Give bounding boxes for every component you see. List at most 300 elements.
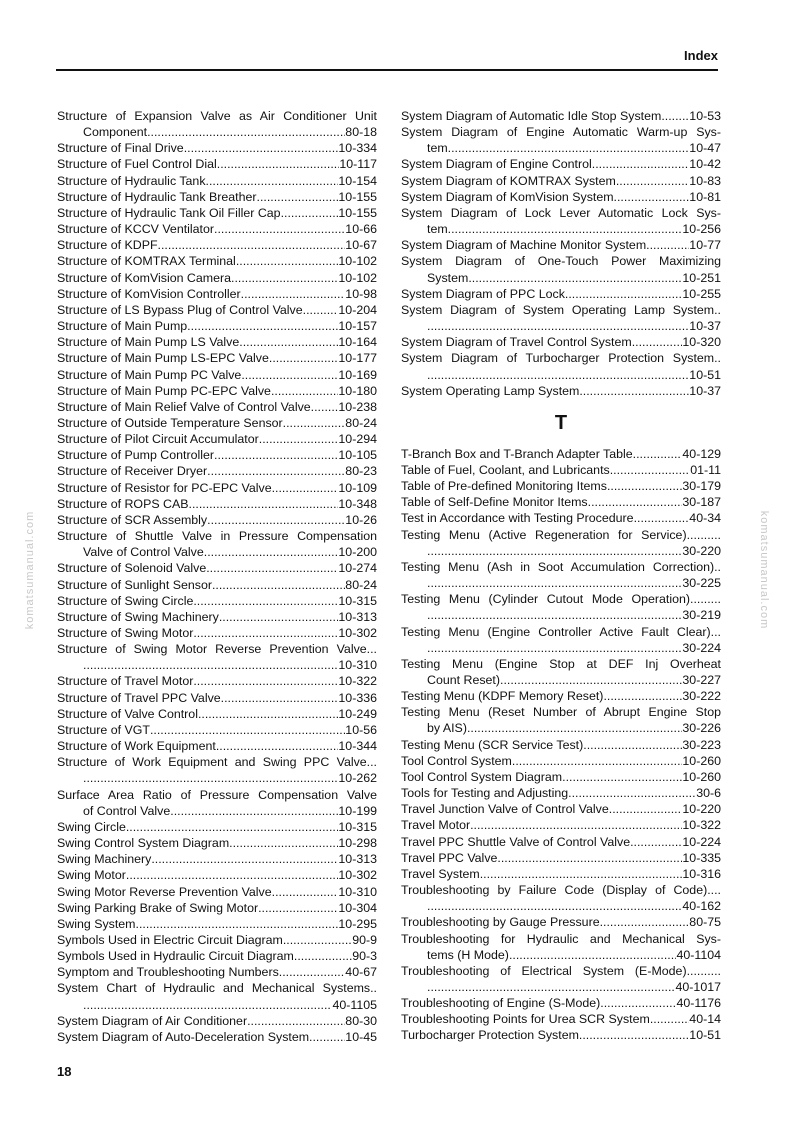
dot-leader — [193, 625, 338, 641]
entry-title: System Diagram of PPC Lock — [401, 286, 565, 301]
index-entry — [57, 673, 377, 689]
entry-title: System Diagram of KOMTRAX System — [401, 173, 616, 188]
entry-page-ref: 10-56 — [345, 722, 377, 737]
dot-leader — [126, 819, 339, 835]
index-entry-line: Structure of Swing Motor Reverse Prevention Valve... — [57, 642, 377, 657]
entry-page-ref: 10-302 — [338, 626, 377, 640]
dot-leader — [83, 770, 338, 786]
index-entry — [401, 850, 721, 866]
dot-leader — [634, 510, 690, 526]
index-entry-line: System Diagram of Engine Automatic Warm-up Sys- — [401, 125, 721, 140]
dot-leader — [427, 979, 676, 995]
index-section-t — [401, 446, 721, 1044]
index-entry — [401, 914, 721, 930]
entry-title: Troubleshooting by Gauge Pressure — [401, 915, 600, 930]
entry-page-ref: 10-117 — [339, 157, 377, 172]
index-entry-line: System Chart of Hydraulic and Mechanical Systems.. — [57, 981, 377, 996]
dot-leader — [83, 997, 332, 1013]
index-entry — [57, 770, 377, 786]
dot-leader — [221, 690, 339, 706]
entry-page-ref: 10-335 — [682, 850, 721, 865]
index-entry — [57, 851, 377, 867]
entry-page-ref: 10-315 — [338, 593, 377, 608]
index-entry-line: Testing Menu (Reset Number of Abrupt Engine Stop — [401, 705, 721, 720]
entry-page-ref: 10-177 — [338, 351, 377, 366]
index-entry — [57, 463, 377, 479]
dot-leader — [500, 672, 682, 688]
entry-title: Structure of Pilot Circuit Accumulator — [57, 432, 259, 447]
index-entry — [57, 544, 377, 560]
entry-page-ref: 10-322 — [682, 818, 721, 833]
entry-title: Structure of Main Relief Valve of Control Valve — [57, 399, 311, 414]
index-entry — [401, 607, 721, 623]
index-entry — [57, 1013, 377, 1029]
entry-title: Symbols Used in Hydraulic Circuit Diagram — [57, 949, 294, 964]
index-entry — [57, 835, 377, 851]
entry-page-ref: 10-256 — [682, 222, 721, 237]
entry-page-ref: 10-51 — [689, 1028, 721, 1043]
index-entry — [401, 510, 721, 526]
entry-page-ref: 10-251 — [682, 270, 721, 285]
index-entry — [57, 237, 377, 253]
entry-page-ref: 30-219 — [682, 608, 721, 623]
entry-page-ref: 10-336 — [338, 690, 377, 705]
entry-title: Component — [83, 125, 148, 140]
index-entry — [57, 932, 377, 948]
entry-title: System Diagram of Auto-Deceleration System — [57, 1029, 310, 1044]
dot-leader — [448, 221, 683, 237]
dot-leader — [189, 496, 339, 512]
index-entry — [401, 478, 721, 494]
dot-leader — [480, 866, 683, 882]
header-title: Index — [684, 48, 718, 63]
entry-page-ref: 80-23 — [345, 464, 377, 479]
dot-leader — [565, 286, 683, 302]
entry-title: Structure of SCR Assembly — [57, 512, 208, 527]
entry-page-ref: 10-42 — [689, 157, 721, 172]
dot-leader — [216, 738, 339, 754]
index-entry — [401, 866, 721, 882]
index-entry — [57, 415, 377, 431]
entry-title: Tool Control System Diagram — [401, 769, 563, 784]
entry-page-ref: 10-102 — [338, 254, 377, 269]
entry-page-ref: 10-274 — [338, 561, 377, 576]
dot-leader — [269, 350, 339, 366]
entry-page-ref: 10-316 — [682, 866, 721, 881]
dot-leader — [136, 916, 339, 932]
index-entry — [57, 867, 377, 883]
dot-leader — [193, 673, 338, 689]
index-column-left — [57, 108, 377, 1045]
section-letter: T — [554, 411, 568, 434]
entry-title: Swing System — [57, 916, 136, 931]
entry-title: Table of Fuel, Coolant, and Lubricants — [401, 462, 610, 477]
index-entry — [57, 560, 377, 576]
dot-leader — [427, 640, 682, 656]
entry-title: Travel PPC Valve — [401, 850, 498, 865]
entry-page-ref: 10-155 — [338, 189, 377, 204]
entry-title: Symbols Used in Electric Circuit Diagram — [57, 932, 283, 947]
dot-leader — [204, 544, 339, 560]
dot-leader — [630, 834, 682, 850]
entry-page-ref: 10-334 — [338, 141, 377, 156]
entry-page-ref: 10-322 — [338, 674, 377, 689]
dot-leader — [467, 720, 682, 736]
entry-title: Structure of KOMTRAX Terminal — [57, 254, 236, 269]
entry-page-ref: 80-24 — [345, 577, 377, 592]
dot-leader — [579, 1027, 689, 1043]
entry-title: System Diagram of Air Conditioner — [57, 1013, 248, 1028]
entry-page-ref: 10-315 — [338, 819, 377, 834]
entry-page-ref: 80-24 — [345, 415, 377, 430]
entry-title: System Diagram of KomVision System — [401, 189, 614, 204]
index-entry — [57, 512, 377, 528]
entry-page-ref: 30-222 — [682, 689, 721, 704]
dot-leader — [236, 253, 339, 269]
entry-page-ref: 10-310 — [338, 658, 377, 673]
index-entry — [401, 367, 721, 383]
index-entry — [57, 577, 377, 593]
entry-title: Structure of Swing Machinery — [57, 609, 219, 624]
dot-leader — [600, 995, 676, 1011]
dot-leader — [271, 383, 338, 399]
entry-title: System Diagram of Travel Control System — [401, 335, 632, 350]
entry-title: Structure of Main Pump PC-EPC Valve — [57, 383, 271, 398]
entry-page-ref: 10-220 — [682, 802, 721, 817]
entry-title: Swing Control System Diagram — [57, 836, 230, 851]
index-entry — [57, 334, 377, 350]
index-entry-line: System Diagram of Lock Lever Automatic Lock Sys- — [401, 205, 721, 220]
dot-leader — [568, 785, 696, 801]
dot-leader — [247, 1013, 345, 1029]
entry-page-ref: 10-45 — [345, 1029, 377, 1044]
index-entry — [401, 543, 721, 559]
entry-title: Structure of Outside Temperature Sensor — [57, 415, 283, 430]
index-entry — [57, 690, 377, 706]
entry-page-ref: 30-225 — [682, 576, 721, 591]
dot-leader — [592, 156, 690, 172]
index-entry — [57, 156, 377, 172]
index-entry-line: Troubleshooting by Failure Code (Display of Code).... — [401, 883, 721, 898]
entry-page-ref: 10-81 — [689, 189, 721, 204]
index-entry — [57, 383, 377, 399]
dot-leader — [193, 593, 338, 609]
entry-page-ref: 90-3 — [352, 949, 377, 964]
entry-page-ref: 10-348 — [338, 496, 377, 511]
index-entry — [57, 205, 377, 221]
entry-page-ref: 40-34 — [689, 511, 721, 526]
index-entry — [401, 898, 721, 914]
entry-page-ref: 10-157 — [338, 319, 377, 334]
entry-page-ref: 10-224 — [682, 834, 721, 849]
index-entry-line: System Diagram of System Operating Lamp System.. — [401, 302, 721, 317]
entry-title: Test in Accordance with Testing Procedure — [401, 511, 634, 526]
index-entry — [57, 253, 377, 269]
dot-leader — [579, 383, 689, 399]
entry-title: Structure of Main Pump PC Valve — [57, 367, 242, 382]
index-entry — [57, 625, 377, 641]
index-entry-line: Testing Menu (Active Regeneration for Service).......... — [401, 527, 721, 542]
entry-title: Travel Junction Valve of Control Valve — [401, 802, 609, 817]
dot-leader — [198, 706, 338, 722]
index-entry — [57, 900, 377, 916]
dot-leader — [219, 609, 339, 625]
index-entry — [57, 948, 377, 964]
dot-leader — [588, 494, 683, 510]
dot-leader — [427, 318, 689, 334]
index-entry — [401, 462, 721, 478]
index-entry — [401, 334, 721, 350]
index-entry — [57, 884, 377, 900]
dot-leader — [214, 221, 345, 237]
entry-page-ref: 01-11 — [690, 462, 721, 477]
index-entry — [401, 753, 721, 769]
entry-page-ref: 30-179 — [682, 479, 721, 494]
index-entry — [401, 817, 721, 833]
entry-page-ref: 10-249 — [338, 706, 377, 721]
entry-title: Structure of KomVision Controller — [57, 286, 241, 301]
entry-page-ref: 80-75 — [689, 915, 721, 930]
entry-page-ref: 40-67 — [345, 965, 377, 980]
index-entry — [57, 431, 377, 447]
entry-title: Testing Menu (KDPF Memory Reset) — [401, 689, 604, 704]
entry-page-ref: 10-77 — [689, 238, 721, 253]
index-entry-line: Troubleshooting of Electrical System (E-Mode).......... — [401, 963, 721, 978]
dot-leader — [206, 560, 338, 576]
entry-title: Troubleshooting Points for Urea SCR System — [401, 1012, 650, 1027]
dot-leader — [610, 462, 691, 478]
dot-leader — [309, 1029, 345, 1045]
entry-title: Structure of Sunlight Sensor — [57, 577, 212, 592]
index-entry — [401, 189, 721, 205]
entry-page-ref: 40-14 — [689, 1012, 721, 1027]
dot-leader — [632, 334, 683, 350]
index-entry — [401, 318, 721, 334]
entry-title: Structure of Receiver Dryer — [57, 464, 208, 479]
index-entry — [57, 964, 377, 980]
entry-title: Valve of Control Valve — [83, 545, 204, 560]
index-entry — [57, 997, 377, 1013]
index-entry — [401, 140, 721, 156]
index-entry — [57, 803, 377, 819]
entry-page-ref: 10-295 — [338, 916, 377, 931]
index-entry — [401, 494, 721, 510]
entry-page-ref: 10-200 — [338, 545, 377, 560]
index-entry — [57, 189, 377, 205]
entry-page-ref: 30-187 — [682, 495, 721, 510]
entry-title: Structure of Final Drive — [57, 141, 184, 156]
dot-leader — [83, 657, 338, 673]
dot-leader — [229, 835, 338, 851]
entry-title: Structure of Hydraulic Tank — [57, 173, 206, 188]
index-entry — [401, 383, 721, 399]
dot-leader — [646, 237, 689, 253]
index-column-right — [401, 108, 721, 1044]
entry-page-ref: 40-129 — [682, 446, 721, 461]
entry-page-ref: 10-66 — [345, 222, 377, 237]
entry-title: Structure of Swing Circle — [57, 593, 194, 608]
entry-page-ref: 10-260 — [682, 753, 721, 768]
index-entry — [401, 947, 721, 963]
index-entry — [401, 1027, 721, 1043]
index-entry — [401, 108, 721, 124]
index-entry-line: Surface Area Ratio of Pressure Compensation Valve — [57, 787, 377, 802]
dot-leader — [241, 367, 338, 383]
dot-leader — [241, 286, 346, 302]
dot-leader — [206, 173, 339, 189]
entry-title: Structure of Swing Motor — [57, 626, 194, 640]
entry-page-ref: 10-294 — [338, 432, 377, 447]
dot-leader — [207, 512, 345, 528]
index-entry — [57, 399, 377, 415]
dot-leader — [187, 318, 338, 334]
dot-leader — [512, 753, 683, 769]
index-entry — [401, 688, 721, 704]
entry-title: Table of Self-Define Monitor Items — [401, 495, 588, 510]
index-entry-line: Structure of Expansion Valve as Air Conditioner Unit — [57, 109, 377, 123]
entry-page-ref: 40-1105 — [332, 997, 377, 1012]
index-entry — [57, 819, 377, 835]
index-entry — [401, 720, 721, 736]
entry-page-ref: 40-1017 — [675, 979, 721, 994]
dot-leader — [258, 900, 338, 916]
dot-leader — [239, 334, 338, 350]
entry-title: System Diagram of Machine Monitor System — [401, 238, 647, 253]
index-entry-line: System Diagram of One-Touch Power Maximizing — [401, 254, 721, 269]
entry-page-ref: 40-1176 — [676, 996, 721, 1011]
entry-title: Swing Machinery — [57, 852, 152, 867]
entry-title: Structure of Solenoid Valve — [57, 561, 207, 576]
entry-page-ref: 10-313 — [338, 852, 377, 867]
index-entry — [57, 140, 377, 156]
entry-page-ref: 10-155 — [338, 205, 377, 220]
index-entry — [57, 657, 377, 673]
entry-page-ref: 30-6 — [696, 786, 721, 801]
dot-leader — [303, 302, 339, 318]
dot-leader — [281, 205, 339, 221]
dot-leader — [427, 607, 682, 623]
entry-page-ref: 30-226 — [682, 721, 721, 736]
entry-title: System Diagram of Engine Control — [401, 157, 592, 172]
entry-title: Travel PPC Shuttle Valve of Control Valve — [401, 834, 631, 849]
entry-page-ref: 10-302 — [338, 868, 377, 883]
entry-page-ref: 10-344 — [338, 739, 377, 754]
entry-title: Travel Motor — [401, 818, 471, 833]
index-entry — [401, 221, 721, 237]
entry-page-ref: 10-260 — [682, 769, 721, 784]
index-section-s — [401, 108, 721, 399]
entry-page-ref: 10-164 — [338, 335, 377, 350]
index-entry — [401, 834, 721, 850]
entry-page-ref: 30-220 — [682, 543, 721, 558]
entry-title: Structure of Hydraulic Tank Breather — [57, 189, 257, 204]
entry-title: Swing Motor — [57, 868, 126, 883]
dot-leader — [257, 189, 339, 205]
dot-leader — [661, 108, 689, 124]
index-entry — [57, 302, 377, 318]
entry-title: Swing Motor Reverse Prevention Valve — [57, 884, 272, 899]
entry-title: System — [427, 270, 469, 285]
index-entry — [401, 237, 721, 253]
index-entry-line: Testing Menu (Ash in Soot Accumulation Correction).. — [401, 559, 721, 574]
index-entry — [401, 672, 721, 688]
entry-title: tems (H Mode) — [427, 947, 509, 962]
entry-page-ref: 40-1104 — [676, 947, 721, 962]
entry-title: Travel System — [401, 866, 480, 881]
index-entry — [401, 769, 721, 785]
entry-page-ref: 30-224 — [682, 640, 721, 655]
index-entry — [401, 1011, 721, 1027]
index-entry — [57, 480, 377, 496]
entry-title: Swing Parking Brake of Swing Motor — [57, 900, 259, 915]
entry-title: Structure of Valve Control — [57, 706, 198, 721]
dot-leader — [294, 948, 352, 964]
entry-page-ref: 10-37 — [689, 319, 721, 334]
index-entry — [57, 367, 377, 383]
entry-page-ref: 10-238 — [338, 399, 377, 414]
dot-leader — [207, 463, 345, 479]
entry-page-ref: 10-180 — [338, 383, 377, 398]
index-entry — [401, 446, 721, 462]
dot-leader — [427, 367, 689, 383]
watermark-right: komatsumanual.com — [758, 510, 770, 630]
dot-leader — [158, 237, 346, 253]
index-entry — [401, 286, 721, 302]
dot-leader — [509, 947, 677, 963]
index-entry — [57, 447, 377, 463]
dot-leader — [614, 189, 690, 205]
dot-leader — [151, 851, 338, 867]
page-header — [56, 48, 718, 71]
dot-leader — [184, 140, 339, 156]
dot-leader — [217, 156, 340, 172]
dot-leader — [616, 173, 689, 189]
entry-title: System Diagram of Automatic Idle Stop System — [401, 109, 662, 123]
entry-page-ref: 10-98 — [345, 286, 377, 301]
entry-title: Structure of KCCV Ventilator — [57, 222, 215, 237]
entry-title: Structure of Travel Motor — [57, 674, 194, 689]
index-entry — [401, 640, 721, 656]
index-entry — [401, 575, 721, 591]
entry-page-ref: 10-83 — [689, 173, 721, 188]
dot-leader — [600, 914, 690, 930]
entry-page-ref: 10-320 — [682, 335, 721, 350]
entry-title: Structure of KomVision Camera — [57, 270, 232, 285]
index-entry-line: Structure of Shuttle Valve in Pressure Compensation — [57, 529, 377, 544]
entry-page-ref: 80-30 — [345, 1013, 377, 1028]
entry-page-ref: 10-310 — [338, 884, 377, 899]
entry-page-ref: 10-298 — [338, 836, 377, 851]
index-entry — [401, 156, 721, 172]
dot-leader — [126, 867, 339, 883]
index-entry — [401, 995, 721, 1011]
entry-page-ref: 30-227 — [682, 673, 721, 687]
dot-leader — [272, 480, 339, 496]
index-entry — [57, 706, 377, 722]
index-entry-line: Testing Menu (Engine Stop at DEF Inj Overheat — [401, 656, 721, 671]
index-entry-line: Troubleshooting for Hydraulic and Mechanical Sys- — [401, 931, 721, 946]
dot-leader — [468, 270, 682, 286]
index-entry — [57, 350, 377, 366]
index-entry — [401, 785, 721, 801]
index-entry — [57, 738, 377, 754]
dot-leader — [279, 964, 346, 980]
index-entry — [57, 221, 377, 237]
index-entry — [57, 124, 377, 140]
entry-page-ref: 10-255 — [682, 286, 721, 301]
entry-page-ref: 10-169 — [338, 367, 377, 382]
entry-page-ref: 30-223 — [682, 737, 721, 752]
